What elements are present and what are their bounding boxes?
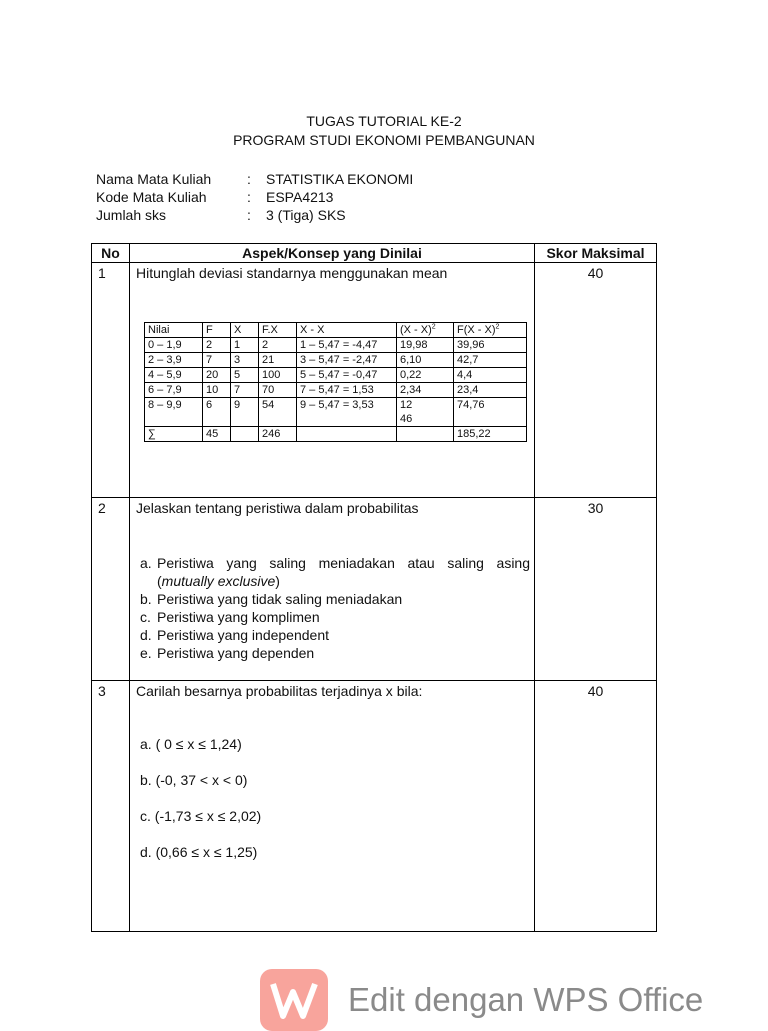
table-cell: 10 — [203, 383, 231, 398]
info-label: Jumlah sks — [96, 207, 167, 223]
list-label: d. — [140, 627, 152, 643]
paren-open: ( — [157, 573, 162, 589]
table-cell: 5 – 5,47 = -0,47 — [297, 368, 397, 383]
question-text: Hitunglah deviasi standarnya menggunakan mean — [136, 265, 448, 281]
info-row-sks — [96, 206, 413, 224]
max-score: 40 — [535, 263, 657, 498]
table-cell: 2 — [203, 338, 231, 353]
list-item: b. (-0, 37 < x < 0) — [140, 772, 248, 788]
col-header-text: (X - X) — [400, 324, 432, 336]
table-cell: 42,7 — [454, 353, 527, 368]
table-cell: 5 — [231, 368, 259, 383]
question-content — [130, 263, 535, 498]
list-label: e. — [140, 645, 152, 661]
info-colon: : — [247, 171, 251, 187]
info-row-course-name — [96, 170, 413, 188]
table-cell: 7 – 5,47 = 1,53 — [297, 383, 397, 398]
col-header: F.X — [259, 323, 297, 338]
italic-term: mutually exclusive — [161, 573, 276, 589]
table-row — [145, 383, 527, 398]
table-cell: 0,22 — [397, 368, 454, 383]
list-text: Peristiwa yang komplimen — [157, 609, 320, 625]
assessment-header-row — [92, 244, 657, 263]
list-item-continuation — [140, 572, 530, 590]
list-item — [140, 608, 530, 626]
info-label: Nama Mata Kuliah — [96, 171, 212, 187]
question-number: 3 — [92, 681, 130, 932]
list-item: a. ( 0 ≤ x ≤ 1,24) — [140, 736, 242, 752]
list-item — [140, 644, 530, 662]
table-cell: 4 – 5,9 — [145, 368, 203, 383]
header-skor: Skor Maksimal — [535, 244, 657, 263]
wps-edit-banner[interactable] — [260, 969, 703, 1031]
question-text: Jelaskan tentang peristiwa dalam probabilitas — [136, 500, 419, 516]
table-cell: 8 – 9,9 — [145, 398, 203, 427]
col-header: F — [203, 323, 231, 338]
header-aspek: Aspek/Konsep yang Dinilai — [130, 244, 535, 263]
table-cell: 7 — [231, 383, 259, 398]
question-number: 1 — [92, 263, 130, 498]
table-cell: 2 — [259, 338, 297, 353]
max-score: 30 — [535, 498, 657, 681]
table-row — [145, 338, 527, 353]
info-row-course-code — [96, 188, 413, 206]
probability-list — [140, 735, 534, 879]
question-content — [130, 681, 535, 932]
header-no: No — [92, 244, 130, 263]
table-cell — [297, 427, 397, 442]
table-cell: 9 — [231, 398, 259, 427]
table-cell: 70 — [259, 383, 297, 398]
table-cell: 0 – 1,9 — [145, 338, 203, 353]
question-row-1 — [92, 263, 657, 498]
list-text: Peristiwa yang saling meniadakan atau saling asing — [157, 555, 530, 571]
col-header — [397, 323, 454, 338]
paren-close: ) — [275, 573, 280, 589]
table-cell: 9 – 5,47 = 3,53 — [297, 398, 397, 427]
table-cell: 1 — [231, 338, 259, 353]
info-value: ESPA4213 — [266, 189, 334, 205]
superscript: 2 — [431, 323, 436, 331]
assessment-table — [91, 243, 657, 932]
col-header: X - X — [297, 323, 397, 338]
table-cell: 20 — [203, 368, 231, 383]
table-cell — [231, 427, 259, 442]
info-value: STATISTIKA EKONOMI — [266, 171, 414, 187]
question-row-3 — [92, 681, 657, 932]
table-row — [145, 398, 527, 427]
table-cell: 45 — [203, 427, 231, 442]
frequency-table — [144, 322, 527, 442]
list-label: c. — [140, 609, 151, 625]
table-cell: 74,76 — [454, 398, 527, 427]
course-info — [96, 170, 413, 224]
table-cell: 6 – 7,9 — [145, 383, 203, 398]
list-item: c. (-1,73 ≤ x ≤ 2,02) — [140, 808, 262, 824]
table-cell: 21 — [259, 353, 297, 368]
col-header: Nilai — [145, 323, 203, 338]
table-cell: 3 – 5,47 = -2,47 — [297, 353, 397, 368]
wps-logo-icon — [260, 969, 328, 1031]
superscript: 2 — [495, 323, 500, 331]
col-header-text: F(X - X) — [457, 324, 496, 336]
table-cell: 4,4 — [454, 368, 527, 383]
list-label: a. — [140, 555, 152, 571]
table-row — [145, 368, 527, 383]
table-cell: 6,10 — [397, 353, 454, 368]
table-cell: 39,96 — [454, 338, 527, 353]
list-text: Peristiwa yang independent — [157, 627, 330, 643]
document-title-line2: PROGRAM STUDI EKONOMI PEMBANGUNAN — [233, 132, 535, 148]
table-cell — [397, 398, 454, 427]
table-cell: 100 — [259, 368, 297, 383]
sum-symbol: ∑ — [145, 427, 203, 442]
table-cell: 3 — [231, 353, 259, 368]
table-cell: 185,22 — [454, 427, 527, 442]
info-label: Kode Mata Kuliah — [96, 189, 207, 205]
wps-edit-text: Edit dengan WPS Office — [348, 981, 704, 1018]
table-cell: 23,4 — [454, 383, 527, 398]
table-cell: 19,98 — [397, 338, 454, 353]
table-cell: 2,34 — [397, 383, 454, 398]
question-content — [130, 498, 535, 681]
table-cell: 54 — [259, 398, 297, 427]
list-label: b. — [140, 591, 152, 607]
list-item — [140, 626, 530, 644]
table-cell: 7 — [203, 353, 231, 368]
info-value: 3 (Tiga) SKS — [266, 207, 346, 223]
list-text: Peristiwa yang dependen — [157, 645, 315, 661]
document-title-line1: TUGAS TUTORIAL KE-2 — [306, 113, 462, 129]
total-row — [145, 427, 527, 442]
wps-logo-mark — [269, 980, 319, 1020]
table-cell: 6 — [203, 398, 231, 427]
cell-line: 12 — [400, 399, 413, 411]
list-item — [140, 554, 530, 572]
max-score: 40 — [535, 681, 657, 932]
col-header: X — [231, 323, 259, 338]
question-number: 2 — [92, 498, 130, 681]
list-item: d. (0,66 ≤ x ≤ 1,25) — [140, 844, 258, 860]
cell-line: 46 — [400, 413, 413, 425]
event-list — [140, 554, 530, 662]
frequency-header-row — [145, 323, 527, 338]
question-row-2 — [92, 498, 657, 681]
question-text: Carilah besarnya probabilitas terjadinya x bila: — [136, 683, 423, 699]
table-cell: 2 – 3,9 — [145, 353, 203, 368]
table-cell: 1 – 5,47 = -4,47 — [297, 338, 397, 353]
info-colon: : — [247, 189, 251, 205]
info-colon: : — [247, 207, 251, 223]
table-cell: 246 — [259, 427, 297, 442]
table-cell — [397, 427, 454, 442]
table-row — [145, 353, 527, 368]
col-header — [454, 323, 527, 338]
list-item — [140, 590, 530, 608]
list-text: Peristiwa yang tidak saling meniadakan — [157, 591, 403, 607]
